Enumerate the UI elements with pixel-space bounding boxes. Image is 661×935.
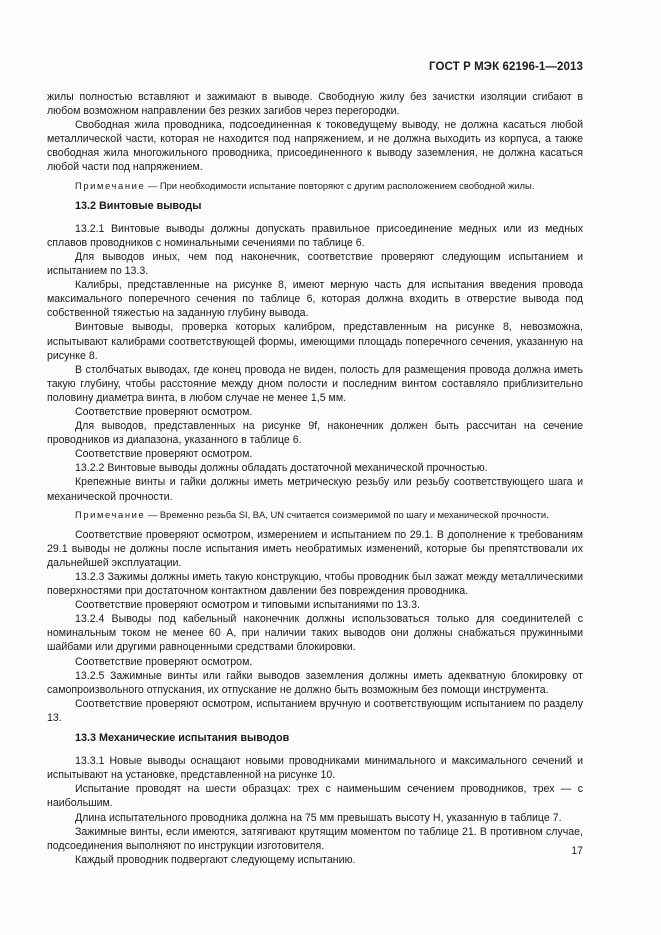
body-paragraph: 13.2.5 Зажимные винты или гайки выводов заземления должны иметь адекватную блокировку от самопроизвольного отпускания, их отпускание не должно быть возможным без помощи инструмента. [47, 669, 583, 696]
body-paragraph: 13.2.3 Зажимы должны иметь такую конструкцию, чтобы проводник был зажат между металлическими поверхностями при достаточном контактном давлении без повреждения проводника. [47, 571, 583, 598]
body-paragraph: 13.2.2 Винтовые выводы должны обладать достаточной механической прочностью. [75, 462, 488, 475]
body-paragraph: 13.2.1 Винтовые выводы должны допускать правильное присоединение медных или из медных сплавов проводников с номинальными сечениями по таблице 6. [47, 222, 583, 249]
body-paragraph: Зажимные винты, если имеются, затягивают крутящим моментом по таблице 21. В противном случае, подсоединения выполняют по инструкции изготовителя. [47, 825, 583, 852]
body-paragraph: Винтовые выводы, проверка которых калибром, представленным на рисунке 8, невозможна, испытывают калибрами соответствующей формы, имеющими площадь поперечного сечения, указанную на рисунке 8. [47, 321, 583, 362]
note-text: — Временно резьба SI, BA, UN считается соизмеримой по шагу и механической прочности. [145, 508, 549, 520]
body-paragraph: жилы полностью вставляют и зажимают в выводе. Свободную жилу без зачистки изоляции сгибают в любом возможном направлении без резких загибов через перегородки. [47, 91, 583, 118]
body-paragraph: Крепежные винты и гайки должны иметь метрическую резьбу или резьбу соответствующего шага и механической прочности. [47, 476, 583, 503]
page-number: 17 [571, 845, 583, 857]
body-paragraph: Калибры, представленные на рисунке 8, имеют мерную часть для испытания введения провода максимального поперечного сечения по таблице 6, которая должна входить в отверстие вывода под собственной тяжестью на заданную глубину вывода. [47, 279, 583, 320]
body-paragraph: Соответствие проверяют осмотром. [75, 448, 253, 461]
body-paragraph: Для выводов, представленных на рисунке 9f, наконечник должен быть рассчитан на сечение проводников из диапазона, указанного в таблице 6. [47, 420, 583, 447]
note-label: Примечание [75, 508, 146, 520]
body-paragraph: В столбчатых выводах, где конец провода не виден, полость для размещения провода должна иметь такую глубину, чтобы расстояние между дном полости и последним винтом составляло приблизительно половину диаметра винта, в любом случае не менее 1,5 мм. [47, 363, 583, 404]
body-paragraph: Для выводов иных, чем под наконечник, соответствие проверяют следующим испытанием и испытанием по 13.3. [47, 250, 583, 278]
note-paragraph [47, 508, 583, 522]
body-paragraph: Соответствие проверяют осмотром, измерением и испытанием по 29.1. В дополнение к требованиям 29.1 выводы не должны после испытания иметь необратимых изменений, которые бы препятствовали их дальнейшей эксплуатации. [47, 528, 583, 569]
note-text: — При необходимости испытание повторяют с другим расположением свободной жилы. [145, 179, 535, 191]
section-heading: 13.3 Механические испытания выводов [75, 732, 290, 745]
body-paragraph: Соответствие проверяют осмотром, испытанием вручную и соответствующим испытанием по разделу 13. [47, 697, 583, 724]
body-paragraph: 13.3.1 Новые выводы оснащают новыми проводниками минимального и максимального сечений и испытывают на установке, представленной на рисунке 10. [47, 755, 583, 782]
section-heading: 13.2 Винтовые выводы [75, 199, 202, 212]
body-paragraph: Каждый проводник подвергают следующему испытанию. [75, 853, 356, 866]
note-paragraph [47, 179, 583, 193]
document-body [47, 90, 583, 867]
standard-code-header: ГОСТ Р МЭК 62196-1—2013 [429, 61, 583, 73]
body-paragraph: Длина испытательного проводника должна на 75 мм превышать высоту H, указанную в таблице 7. [75, 811, 562, 824]
body-paragraph: Свободная жила проводника, подсоединенная к токоведущему выводу, не должна касаться любой металлической части, которая не находится под напряжением, и не должна выходить из корпуса, а также свободная жила многожильного проводника, присоединенного к выводу заземления, не должна касаться любой части под напряжением. [47, 119, 583, 174]
body-paragraph: Соответствие проверяют осмотром. [75, 655, 253, 668]
body-paragraph: 13.2.4 Выводы под кабельный наконечник должны использоваться только для соединителей с номинальным током не менее 60 А, при наличии таких выводов они должны снабжаться пружинными шайбами или другими равноценными средствами блокировки. [47, 613, 583, 654]
note-label: Примечание [75, 179, 146, 191]
body-paragraph: Соответствие проверяют осмотром и типовыми испытаниями по 13.3. [75, 599, 420, 612]
body-paragraph: Соответствие проверяют осмотром. [75, 405, 253, 418]
body-paragraph: Испытание проводят на шести образцах: трех с наименьшим сечением проводников, трех — с наибольшим. [47, 783, 583, 810]
